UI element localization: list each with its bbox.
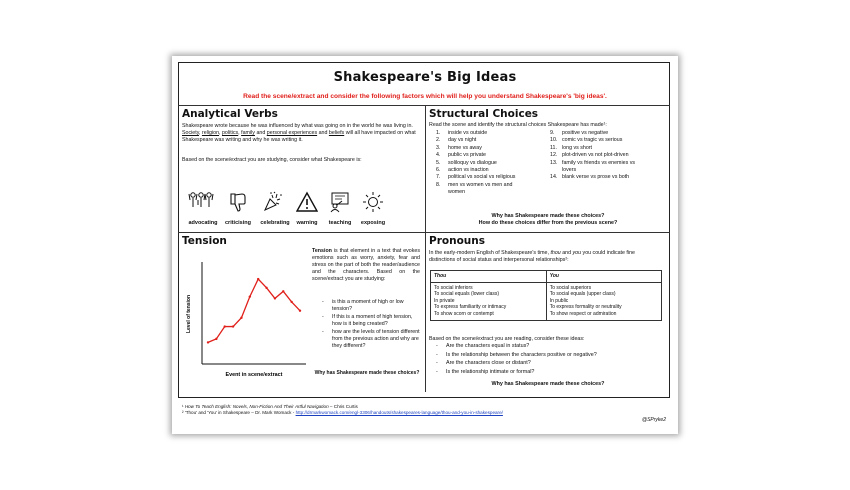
page-subtitle: Read the scene/extract and consider the following factors which will help you understand Shakespeare's 'big ideas'. bbox=[243, 93, 607, 100]
footnote-2-text: 'Thou' and 'You' in Shakespeare – Dr. Mark Womack - bbox=[184, 410, 296, 415]
structural-left-item-number: 6. bbox=[436, 167, 441, 174]
pronouns-bullet-marker: - bbox=[436, 343, 438, 349]
structural-left-item-text: inside vs outside bbox=[448, 130, 488, 136]
structural-choices-title: Structural Choices bbox=[429, 108, 539, 120]
pronouns-col-thou: Thou bbox=[431, 271, 547, 283]
structural-intro: Read the scene and identify the structural choices Shakespeare has made¹: bbox=[429, 122, 607, 128]
you-row: To social superiors bbox=[549, 284, 592, 291]
pronouns-bullet bbox=[436, 352, 668, 360]
structural-left-item-text: soliloquy vs dialogue bbox=[448, 159, 497, 166]
structural-right-item-text: blank verse vs prose vs both bbox=[562, 174, 630, 181]
word-religion: religion bbox=[201, 130, 220, 136]
page-title: Shakespeare's Big Ideas bbox=[333, 70, 517, 85]
you-row: To express formality or neutrality bbox=[549, 304, 622, 311]
you-row: In public bbox=[549, 297, 569, 304]
author-handle: @SPryke2 bbox=[642, 417, 666, 423]
thou-row: To social inferiors bbox=[434, 284, 473, 291]
tension-bullet-marker: - bbox=[322, 299, 324, 305]
analytical-line-2a: was living in. bbox=[382, 123, 413, 129]
word-beliefs: beliefs bbox=[328, 130, 345, 136]
tension-point-7 bbox=[257, 278, 259, 280]
structural-left-item-number: 7. bbox=[436, 174, 441, 181]
structural-left-item bbox=[436, 160, 556, 167]
tension-lead-word: Tension bbox=[312, 248, 332, 254]
structural-right-item-text: plot-driven vs not plot-driven bbox=[562, 152, 629, 159]
structural-left-item-text: public vs private bbox=[448, 152, 486, 159]
structural-left-item-text: home vs away bbox=[448, 144, 482, 151]
structural-right-item-text: comic vs tragic vs serious bbox=[562, 137, 623, 144]
footnote-2 bbox=[182, 410, 672, 416]
verb-label-celebrating: celebrating bbox=[260, 220, 290, 226]
tension-line bbox=[208, 279, 300, 342]
warning-icon bbox=[296, 191, 318, 213]
structural-left-item-text: women bbox=[448, 189, 466, 196]
structural-right-item bbox=[550, 137, 668, 144]
pronouns-bullet-text: Is the relationship between the characters positive or negative? bbox=[446, 351, 597, 358]
pronoun-thou: thou bbox=[550, 250, 561, 256]
pronouns-bullet-marker: - bbox=[436, 368, 438, 375]
structural-left-item-text: men vs women vs men and bbox=[448, 181, 513, 188]
teaching-icon bbox=[329, 191, 351, 213]
you-row: To social equals (upper class) bbox=[549, 291, 616, 298]
structural-right-item-text: positive vs negative bbox=[562, 130, 609, 136]
analytical-prompt: Based on the scene/extract you are studying, consider what Shakespeare is: bbox=[182, 157, 362, 163]
pronouns-bullet-text: Is the relationship intimate or formal? bbox=[446, 368, 535, 375]
structural-right-item bbox=[550, 174, 668, 181]
structural-left-item-text: day vs night bbox=[448, 137, 477, 144]
tension-point-11 bbox=[290, 301, 292, 303]
pronouns-col-you: You bbox=[546, 271, 661, 283]
pronouns-thou-cell bbox=[431, 282, 547, 320]
structural-list-left bbox=[436, 130, 556, 197]
pronouns-intro-c: distinctions of social status and interpersonal relationships²: bbox=[429, 257, 569, 263]
analytical-paragraph: Shakespeare wrote because he was influenced by what was going on in the world he was living in. Society, religion, politics, family and personal experiences and beliefs will all have impacted on what Shakespeare was writing and why he was writing it. bbox=[182, 123, 416, 143]
word-society: Society bbox=[182, 130, 199, 136]
structural-left-item bbox=[436, 137, 556, 144]
pronouns-after: Based on the scene/extract you are reading, consider these ideas: bbox=[429, 336, 585, 342]
advocating-icon bbox=[188, 191, 214, 213]
verb-label-teaching: teaching bbox=[328, 220, 352, 226]
tension-definition: is that element in a text that evokes emotions such as worry, anxiety, fear and stress on the part of both the reader/audience and the characters. Based on the scene/extract you are studying: bbox=[312, 248, 420, 282]
structural-question-1: Why has Shakespeare made these choices? bbox=[491, 213, 605, 219]
tension-title: Tension bbox=[182, 235, 227, 247]
tension-ylabel: Level of tension bbox=[186, 294, 192, 334]
structural-right-item-number: 14. bbox=[550, 174, 558, 181]
structural-left-item-text: action vs inaction bbox=[448, 167, 489, 174]
tension-paragraph bbox=[312, 248, 420, 283]
structural-left-item-text: political vs social vs religious bbox=[448, 174, 516, 181]
pronouns-question: Why has Shakespeare made these choices? bbox=[491, 381, 605, 387]
tension-point-3 bbox=[224, 325, 226, 327]
tension-point-10 bbox=[282, 290, 284, 292]
verb-label-exposing: exposing bbox=[360, 220, 386, 226]
tension-bullet-text: If this is a moment of high tension, how is it being created? bbox=[332, 314, 413, 327]
tension-point-4 bbox=[232, 325, 234, 327]
pronouns-bullet-marker: - bbox=[436, 351, 438, 358]
tension-bullet-text: is this a moment of high or low tension? bbox=[332, 299, 404, 312]
tension-bullets bbox=[322, 299, 420, 351]
word-and: and bbox=[254, 130, 267, 136]
structural-left-item-number: 4. bbox=[436, 152, 441, 159]
pronouns-bullet bbox=[436, 343, 668, 351]
tension-point-1 bbox=[207, 341, 209, 343]
structural-right-item bbox=[550, 160, 668, 167]
pronouns-bullets bbox=[436, 343, 668, 377]
word-and-2: and bbox=[317, 130, 329, 136]
footnote-1-number: ¹ bbox=[182, 404, 184, 409]
sun-icon bbox=[362, 191, 384, 213]
structural-list-right bbox=[550, 130, 668, 182]
structural-left-item bbox=[436, 145, 556, 152]
thou-row: To social equals (lower class) bbox=[434, 291, 500, 298]
divider-top bbox=[178, 105, 670, 106]
divider-horizontal bbox=[178, 232, 670, 233]
thumbs-down-icon bbox=[227, 191, 249, 213]
structural-left-item bbox=[436, 152, 556, 159]
structural-right-item bbox=[550, 145, 668, 152]
pronouns-bullet bbox=[436, 369, 668, 377]
analytical-line-1: Shakespeare wrote because he was influenced by what was going on in the world he bbox=[182, 123, 382, 129]
tension-bullet bbox=[322, 329, 420, 350]
structural-right-item-text: lovers bbox=[562, 167, 577, 174]
footnote-2-link[interactable]: http://drmarkwomack.com/engl-3306/handouts/shakespeares-language/thou-and-you-in-shakespeare/ bbox=[295, 410, 503, 415]
pronouns-bullet-marker: - bbox=[436, 360, 438, 367]
pronouns-table bbox=[430, 270, 662, 321]
pronoun-you: you bbox=[572, 250, 582, 256]
structural-left-item-number: 2. bbox=[436, 137, 441, 144]
structural-right-item bbox=[550, 152, 668, 159]
tension-series bbox=[207, 278, 301, 344]
structural-right-item-number: 12. bbox=[550, 152, 558, 159]
structural-left-item bbox=[436, 189, 556, 196]
tension-point-12 bbox=[299, 310, 301, 312]
analytical-verbs-title: Analytical Verbs bbox=[182, 108, 278, 120]
tension-bullet bbox=[322, 299, 420, 313]
structural-right-item-text: long vs short bbox=[562, 144, 593, 151]
thou-row: In private bbox=[434, 297, 455, 304]
structural-right-item-number: 11. bbox=[550, 144, 557, 151]
word-politics: politics bbox=[221, 130, 239, 136]
tension-point-8 bbox=[265, 287, 267, 289]
structural-left-item bbox=[436, 130, 556, 137]
structural-right-item-number: 13. bbox=[550, 159, 558, 166]
footnote-2-number: ² bbox=[182, 410, 184, 415]
worksheet-page bbox=[172, 56, 678, 434]
pronouns-intro-b: you could indicate fine bbox=[581, 250, 635, 256]
pronouns-bullet bbox=[436, 360, 668, 368]
tension-xlabel: Event in scene/extract bbox=[225, 372, 283, 378]
tension-point-6 bbox=[249, 295, 251, 297]
structural-left-item bbox=[436, 182, 556, 189]
structural-right-item-number: 9. bbox=[550, 130, 555, 136]
structural-left-item-number: 5. bbox=[436, 159, 441, 166]
tension-bullet-text: how are the levels of tension different from the previous action and why are they different? bbox=[332, 329, 420, 349]
structural-left-item-number: 1. bbox=[436, 130, 441, 136]
thou-row: To show scorn or contempt bbox=[434, 310, 494, 317]
footnote-1-title: How To Teach English: Novels, Non-Fiction And Their Artful Navigation bbox=[184, 404, 329, 409]
structural-right-item-text: family vs friends vs enemies vs bbox=[562, 159, 636, 166]
structural-right-item bbox=[550, 130, 668, 137]
verb-label-criticising: criticising bbox=[225, 220, 251, 226]
party-popper-icon bbox=[262, 191, 284, 213]
structural-question-2: How do these choices differ from the previous scene? bbox=[478, 220, 618, 226]
you-row: To show respect or admiration bbox=[549, 310, 617, 317]
tension-bullet-marker: - bbox=[322, 329, 324, 335]
analytical-line-3: will all have impacted on what Shakespeare was writing and why he was writing it. bbox=[182, 130, 416, 143]
tension-point-5 bbox=[240, 317, 242, 319]
thou-row: To express familiarity or intimacy bbox=[434, 304, 507, 311]
tension-point-9 bbox=[274, 297, 276, 299]
word-family: family bbox=[241, 130, 255, 136]
structural-right-item-number: 10. bbox=[550, 137, 558, 144]
tension-question: Why has Shakespeare made these choices? bbox=[314, 370, 420, 376]
pronouns-intro-a: In the early-modern English of Shakespeare's time, bbox=[429, 250, 551, 256]
structural-left-item bbox=[436, 174, 556, 181]
pronouns-intro bbox=[429, 250, 669, 264]
tension-point-2 bbox=[215, 338, 217, 340]
tension-bullet bbox=[322, 314, 420, 328]
tension-bullet-marker: - bbox=[322, 314, 324, 320]
pronouns-you-cell bbox=[546, 282, 661, 320]
structural-left-item-number: 8. bbox=[436, 181, 441, 188]
structural-left-item-number: 3. bbox=[436, 144, 441, 151]
footnote-1-author: – Chris Curtis bbox=[328, 404, 358, 409]
verb-label-advocating: advocating bbox=[188, 220, 218, 226]
pronouns-bullet-text: Are the characters close or distant? bbox=[446, 360, 531, 367]
structural-left-item bbox=[436, 167, 556, 174]
pronoun-and: and bbox=[560, 250, 573, 256]
divider-vertical bbox=[425, 105, 426, 392]
pronouns-bullet-text: Are the characters equal in status? bbox=[446, 343, 530, 349]
structural-right-item bbox=[550, 167, 668, 174]
verb-label-warning: warning bbox=[296, 220, 318, 226]
word-personal-experiences: personal experiences bbox=[266, 130, 318, 136]
tension-chart bbox=[184, 252, 308, 380]
pronouns-title: Pronouns bbox=[429, 235, 485, 247]
structural-questions bbox=[426, 213, 670, 227]
